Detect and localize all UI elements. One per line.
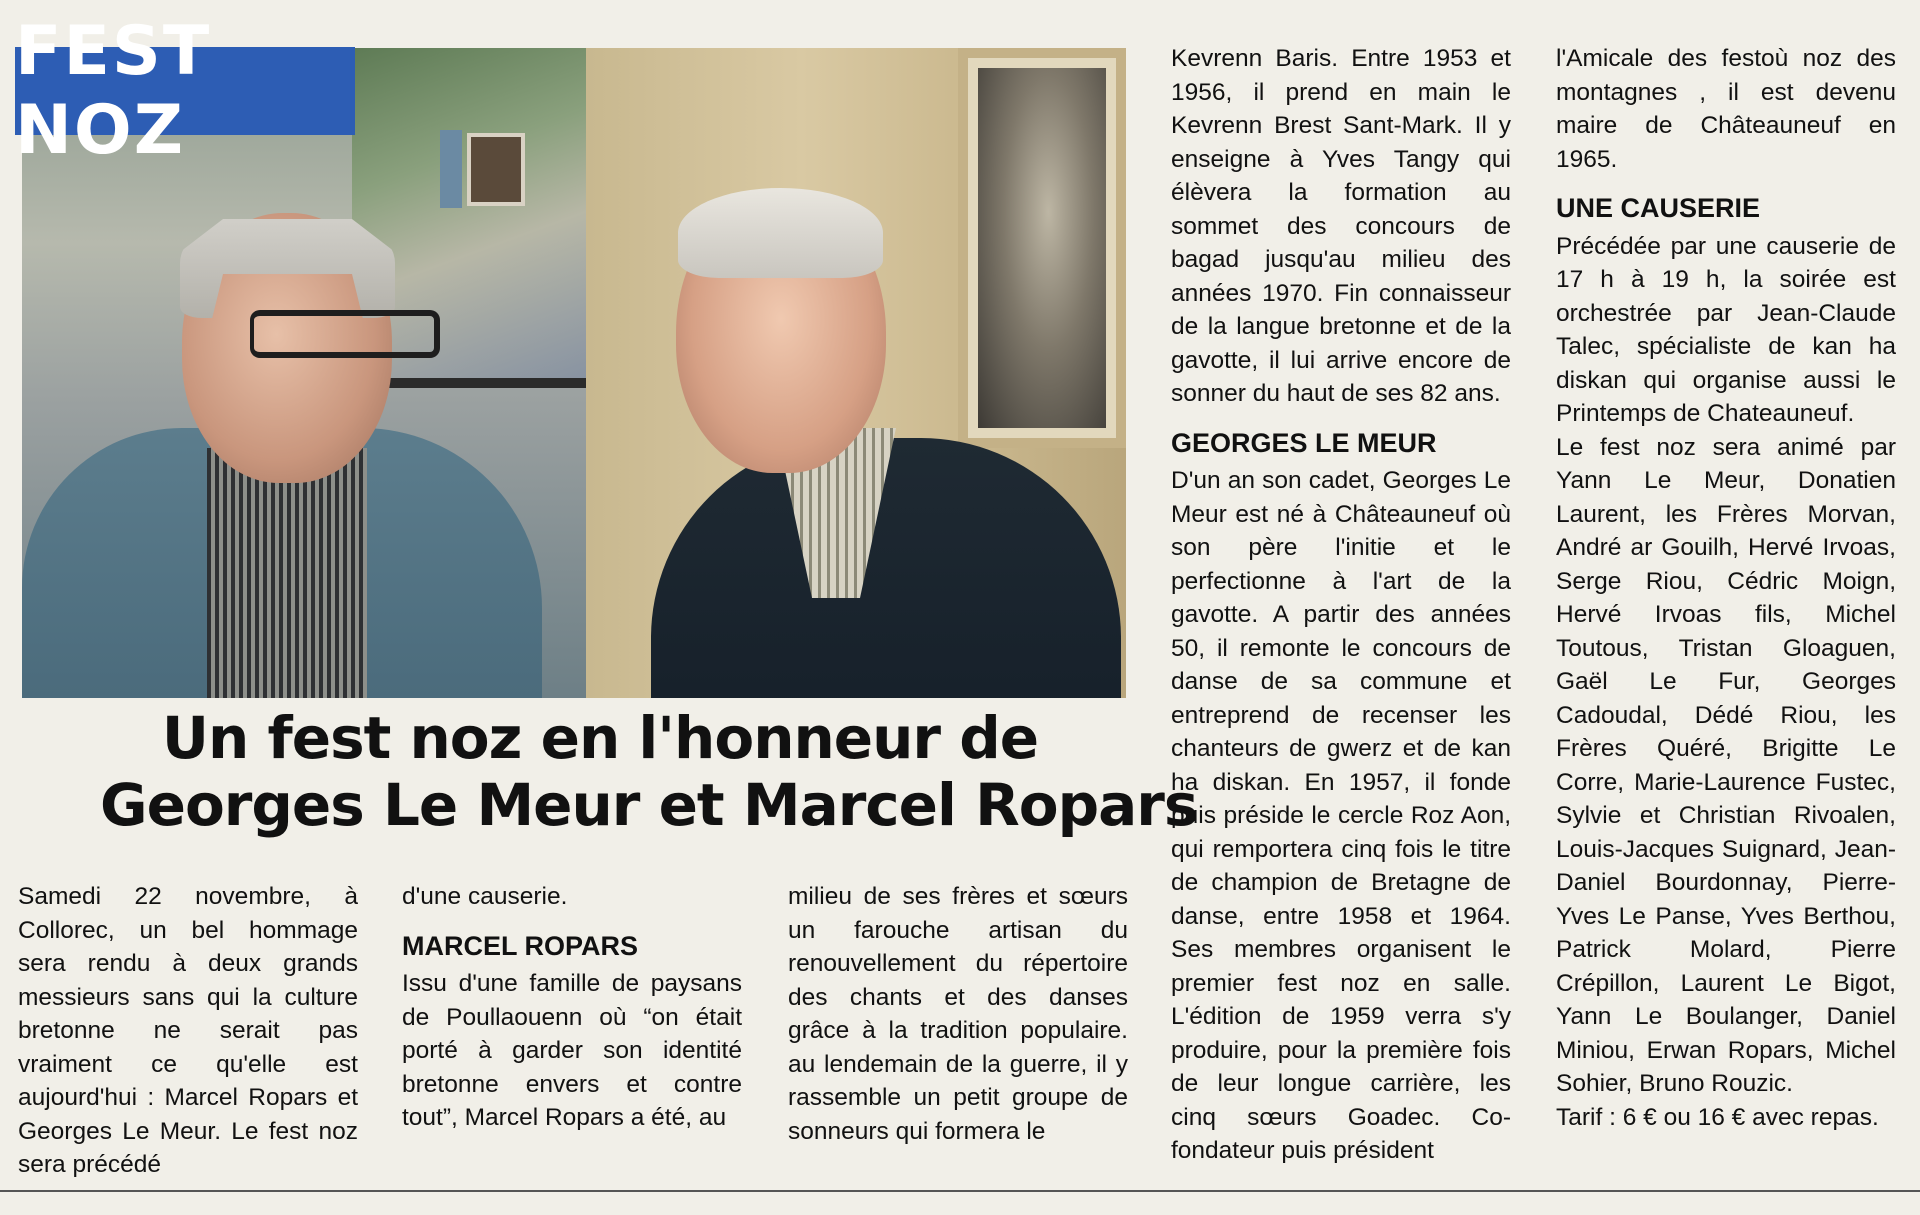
paragraph: Le fest noz sera animé par Yann Le Meur, Donatien Laurent, les Frères Morvan, André ar Gouilh, Hervé Irvoas, Serge Riou, Cédric Moign, Hervé Irvoas fils, Michel Toutous, Tristan Gloaguen, Gaël Le Fur, Georges Cadoudal, Dédé Riou, les Frères Quéré, Brigitte Le Corre, Marie-Laurence Fustec, Sylvie et Christian Rivoalen, Louis-Jacques Suignard, Jean-Daniel Bourdonnay, Pierre-Yves Le Panse, Yves Berthou, Patrick Molard, Pierre Crépillon, Laurent Le Bigot, Yann Le Boulanger, Daniel Miniou, Erwan Ropars, Michel Sohier, Bruno Rouzic. [1556, 433, 1896, 1097]
headline-line-2: Georges Le Meur et Marcel Ropars [100, 771, 1198, 840]
paragraph: Kevrenn Baris. Entre 1953 et 1956, il prend en main le Kevrenn Brest Sant-Mark. Il y enseigne à Yves Tangy qui élèvera la formation au sommet des concours de bagad jusqu'au milieu des années 1970. Fin connaisseur de la langue bretonne et de la gavotte, il lui arrive encore de sonner du haut de ses 82 ans. [1171, 45, 1511, 407]
paragraph: d'une causerie. [402, 883, 568, 910]
column-3 [788, 880, 1128, 1148]
paragraph: D'un an son cadet, Georges Le Meur est né à Châteauneuf où son père l'initie et le perfectionne à l'art de la gavotte. A partir des années 50, il remonte le concours de danse de sa commune et entreprend de recenser les chanteurs de gwerz et de kan ha diskan. En 1957, il fonde puis préside le cercle Roz Aon, qui remportera cinq fois le titre de champion de Bretagne de danse, entre 1958 et 1964. Ses membres organisent le premier fest noz en salle. L'édition de 1959 verra s'y produire, pour la première fois de leur longue carrière, les cinq sœurs Goadec. Co-fondateur puis président [1171, 467, 1511, 1164]
framed-portrait [958, 48, 1126, 448]
subheading-georges-le-meur: GEORGES LE MEUR [1171, 427, 1437, 458]
headline-line-1: Un fest noz en l'honneur de [161, 704, 1039, 772]
photo-georges-le-meur [586, 48, 1126, 698]
paragraph: Samedi 22 novembre, à Collorec, un bel hommage sera rendu à deux grands messieurs sans qui la culture bretonne ne serait pas vraiment ce qu'elle est aujourd'hui : Marcel Ropars et Georges Le Meur. Le fest noz sera précédé [18, 883, 358, 1178]
paragraph: Précédée par une causerie de 17 h à 19 h, la soirée est orchestrée par Jean-Claude Talec, spécialiste de kan ha diskan qui organise aussi le Printemps de Chateauneuf. [1556, 232, 1896, 427]
paragraph: l'Amicale des festoù noz des montagnes , il est devenu maire de Châteauneuf en 1965. [1556, 45, 1896, 173]
sweater [651, 438, 1121, 698]
column-5 [1556, 42, 1896, 1134]
striped-shirt [207, 448, 367, 698]
glasses [250, 310, 440, 358]
subheading-une-causerie: UNE CAUSERIE [1556, 193, 1761, 223]
column-4 [1171, 42, 1511, 1168]
hair [678, 188, 883, 278]
painting-shutter [440, 130, 462, 208]
headline [100, 704, 1198, 840]
paragraph: Issu d'une famille de paysans de Poullaouenn où “on était porté à garder son identité bretonne envers et contre tout”, Marcel Ropars a été, au [402, 970, 742, 1131]
tarif: Tarif : 6 € ou 16 € avec repas. [1556, 1103, 1879, 1131]
portrait-image [978, 68, 1106, 428]
subheading-marcel-ropars: MARCEL ROPARS [402, 930, 639, 961]
column-2 [402, 880, 742, 1135]
paragraph: milieu de ses frères et sœurs un farouche artisan du renouvellement du répertoire des chants et des danses grâce à la tradition populaire. au lendemain de la guerre, il y rassemble un petit groupe de sonneurs qui formera le [788, 883, 1128, 1145]
bottom-rule [0, 1190, 1920, 1192]
painting-window [467, 133, 525, 206]
column-1 [18, 880, 358, 1182]
section-tag: FEST NOZ [15, 47, 355, 135]
